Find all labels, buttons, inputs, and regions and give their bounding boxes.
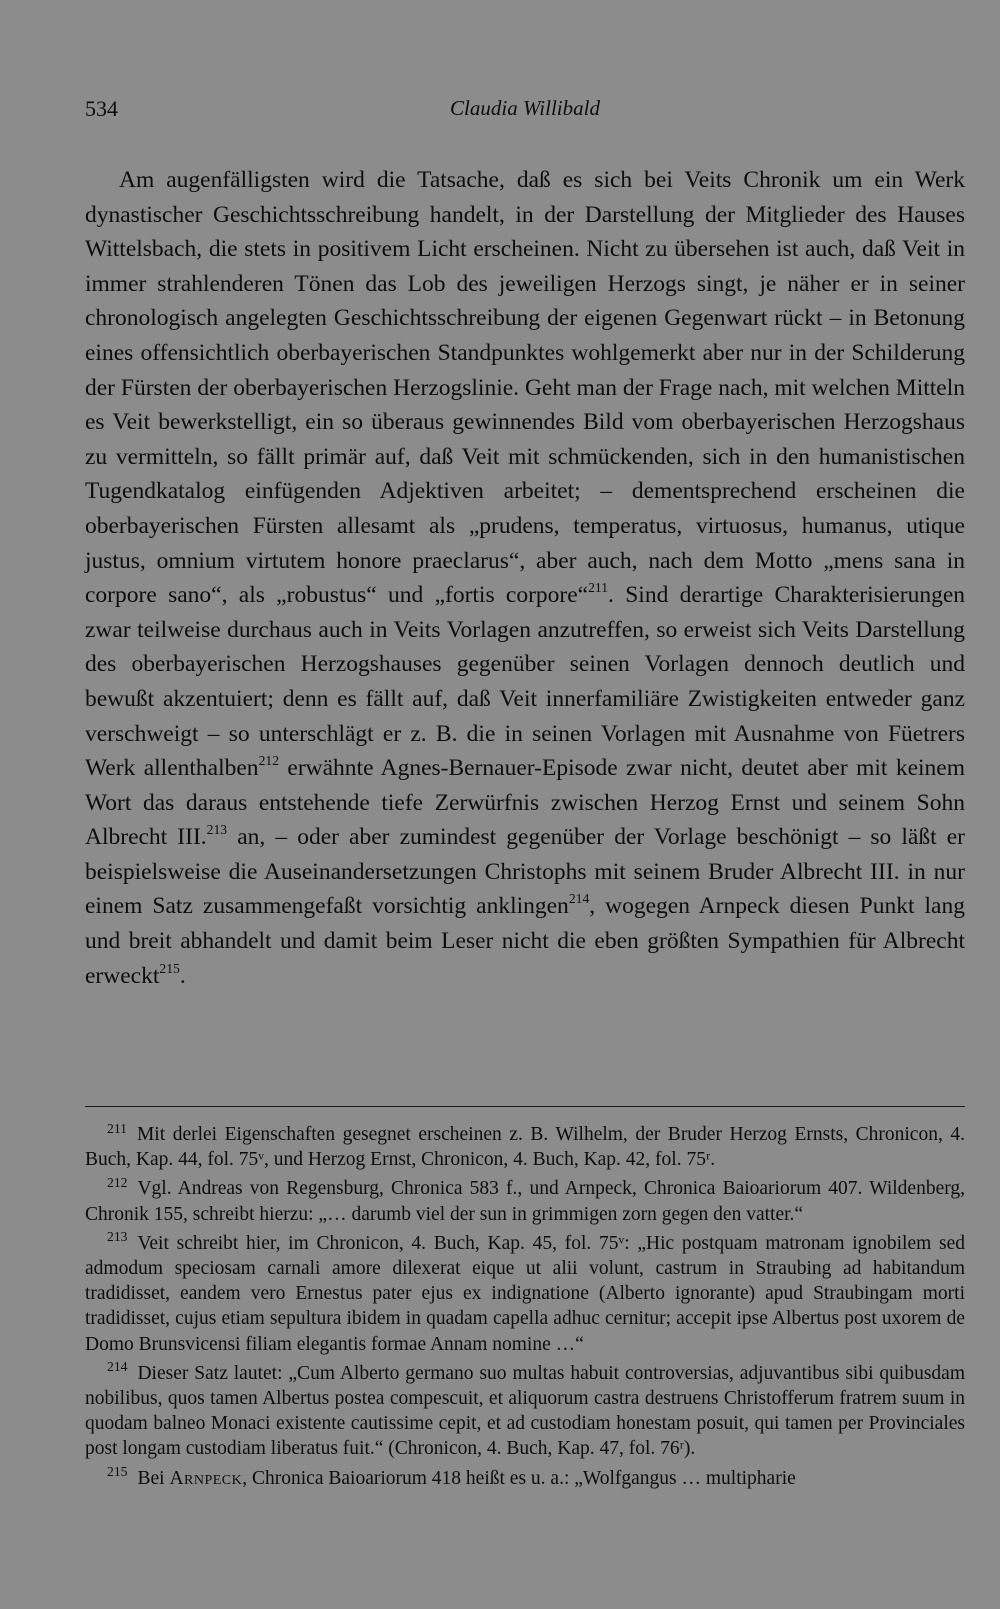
footnote-ref-213: 213 [206,822,228,838]
footnote-number: 212 [107,1174,128,1190]
footnote-number: 214 [107,1359,128,1375]
body-text-3: erwähnte Agnes-Bernauer-Episode zwar nicht, deutet aber mit keinem Wort das daraus entstehende tiefe Zerwürfnis zwischen Herzog Ernst und seinem Sohn Albrecht III. [85,755,965,851]
footnote-211 [85,1122,965,1172]
footnote-text: Mit derlei Eigenschaften gesegnet erscheinen z. B. Wilhelm, der Bruder Herzog Ernsts, Chronicon, 4. Buch, Kap. 44, fol. 75ᵛ, und Herzog Ernst, Chronicon, 4. Buch, Kap. 42, fol. 75ʳ. [85,1124,965,1171]
footnote-number: 211 [107,1120,127,1136]
body-text-6: . [179,962,186,989]
footnote-text: Vgl. Andreas von Regensburg, Chronica 583 f., und Arnpeck, Chronica Baioariorum 407. Wildenberg, Chronik 155, schreibt hierzu: „… darumb viel der sun in grimmigen zorn gegen den vatter.“ [85,1178,965,1225]
footnote-text: , Chronica Baioariorum 418 heißt es u. a.: „Wolfgangus … multipharie [242,1467,796,1489]
page-header [85,96,965,126]
footnote-ref-215: 215 [159,960,180,976]
footnote-number: 213 [107,1229,128,1245]
footnote-number: 215 [107,1464,128,1480]
body-text-5: , wogegen Arnpeck diesen Punkt lang und breit abhandelt und damit beim Leser nicht die eben größten Sympathien für Albrecht erweckt [85,893,965,989]
footnote-215 [85,1466,965,1491]
author-name: Arnpeck [169,1467,243,1489]
footnote-212 [85,1176,965,1226]
footnote-213 [85,1231,965,1357]
footnote-ref-214: 214 [568,891,590,907]
body-paragraph [85,163,965,993]
body-text-4: an, – oder aber zumindest gegenüber der Vorlage beschönigt – so läßt er beispielsweise die Auseinandersetzungen Christophs mit seinem Bruder Albrecht III. in nur einem Satz zusammengefaßt vorsichtig anklingen [85,824,965,920]
footnotes [85,1122,965,1495]
page-number: 534 [85,96,118,121]
footnote-prefix: Bei [137,1467,170,1489]
running-title: Claudia Willibald [450,96,600,120]
footnote-214 [85,1361,965,1462]
footnote-text: Dieser Satz lautet: „Cum Alberto germano suo multas habuit controversias, adjuvantibus sibi quibusdam nobilibus, quos tamen Albertus postea compescuit, et aliquorum castra destruens Christofferum fratrem suum in quodam balneo Monaci existente cautissime cepit, et ad custodiam honestam posuit, qui tamen per Provinciales post longam custodiam liberatus fuit.“ (Chronicon, 4. Buch, Kap. 47, fol. 76ʳ). [85,1362,965,1460]
footnote-separator [85,1106,965,1107]
footnote-text: Veit schreibt hier, im Chronicon, 4. Buch, Kap. 45, fol. 75ᵛ: „Hic postquam matronam ignobilem sed admodum speciosam carnali amore dilexerat eique ut alii volunt, castrum in Straubing ad habitandum tradidisset, eandem vero Ernestus pater ejus ex indignatione (Alberto ignorante) apud Straubingam morti tradidisset, cujus etiam sepultura ibidem in quadam capella adhuc cernitur; accepit ipse Albertus post uxorem de Domo Brunsvicensi filiam elegantis formae Annam nomine …“ [85,1232,965,1355]
footnote-ref-212: 212 [258,752,279,768]
body-text-1: Am augenfälligsten wird die Tatsache, daß es sich bei Veits Chronik um ein Werk dynastischer Geschichtsschreibung handelt, in der Darstellung der Mitglieder des Hauses Wittelsbach, die stets in positivem Licht erscheinen. Nicht zu übersehen ist auch, daß Veit in immer strahlenderen Tönen das Lob des jeweiligen Herzogs singt, je näher er in seiner chronologisch angelegten Geschichtsschreibung der eigenen Gegenwart rückt – in Betonung eines offensichtlich oberbayerischen Standpunktes wohlgemerkt aber nur in der Schilderung der Fürsten der oberbayerischen Herzogslinie. Geht man der Frage nach, mit welchen Mitteln es Veit bewerkstelligt, ein so überaus gewinnendes Bild vom oberbayerischen Herzogshaus zu vermitteln, so fällt primär auf, daß Veit mit schmückenden, sich in den humanistischen Tugendkatalog einfügenden Adjektiven arbeitet; – dementsprechend erscheinen die oberbayerischen Fürsten allesamt als „prudens, temperatus, virtuosus, humanus, utique justus, omnium virtutem honore praeclarus“, aber auch, nach dem Motto „mens sana in corpore sano“, als „robustus“ und „fortis corpore“ [85,167,965,609]
footnote-ref-211: 211 [588,579,609,595]
body-text-2: . Sind derartige Charakterisierungen zwar teilweise durchaus auch in Veits Vorlagen anzutreffen, so erweist sich Veits Darstellung des oberbayerischen Herzogshauses gegenüber seinen Vorlagen dennoch deutlich und bewußt akzentuiert; denn es fällt auf, daß Veit innerfamiliäre Zwistigkeiten entweder ganz verschweigt – so unterschlägt er z. B. die in seinen Vorlagen mit Ausnahme von Füetrers Werk allenthalben [85,582,965,782]
main-text [85,163,965,993]
